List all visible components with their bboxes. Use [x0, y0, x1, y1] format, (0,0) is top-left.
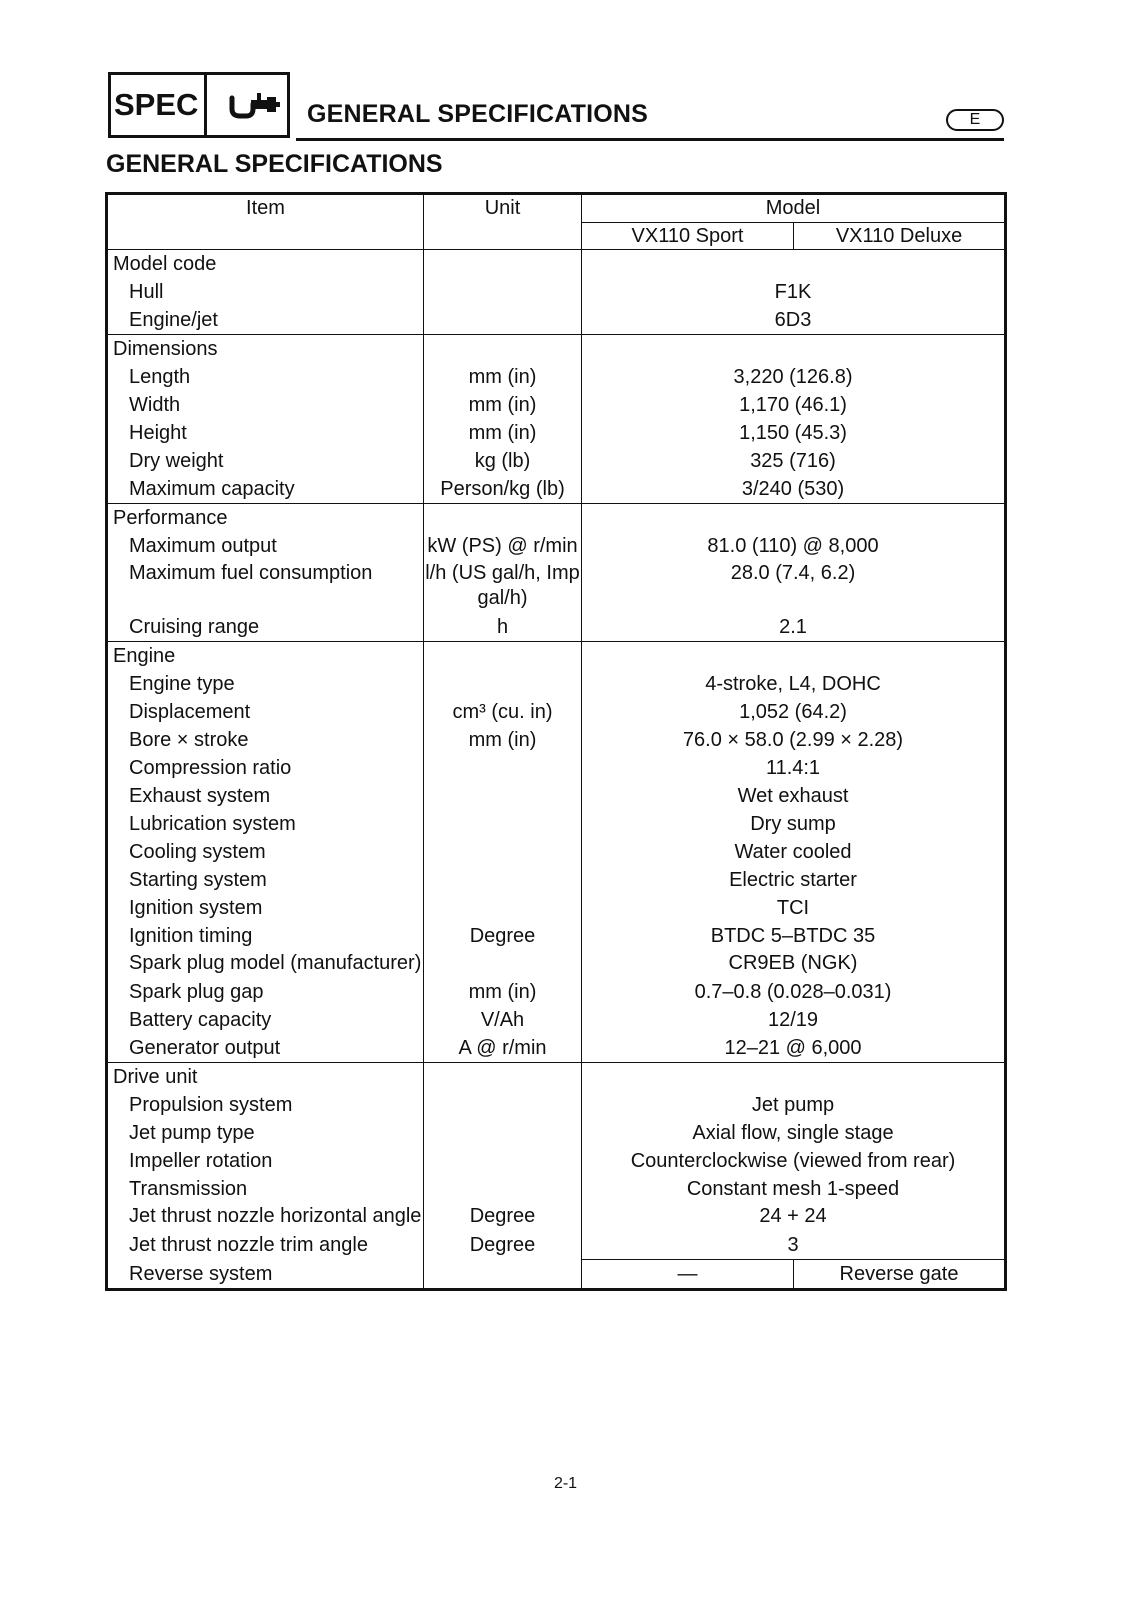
row-value: Constant mesh 1-speed	[686, 1178, 900, 1200]
row-value: 1,150 (45.3)	[739, 422, 847, 444]
row-unit	[424, 866, 582, 894]
row-unit	[424, 782, 582, 810]
row-unit: Person/kg (lb)	[424, 475, 582, 504]
table-row	[107, 532, 1006, 560]
group-unit-cell	[424, 1063, 582, 1092]
group-row	[107, 642, 1006, 671]
header-model-a: VX110 Sport	[582, 222, 794, 250]
row-item: Starting system	[107, 866, 424, 894]
row-value: 81.0 (110) @ 8,000	[707, 535, 879, 557]
group-title: Engine	[107, 642, 424, 671]
table-row	[107, 1203, 1006, 1231]
table-row	[107, 782, 1006, 810]
row-item: Impeller rotation	[107, 1147, 424, 1175]
header-unit: Unit	[424, 194, 582, 250]
table-row	[107, 866, 1006, 894]
row-item: Length	[107, 363, 424, 391]
table-row	[107, 613, 1006, 642]
row-unit	[424, 894, 582, 922]
group-value-cell	[582, 1063, 1006, 1092]
group-value-cell	[582, 250, 1006, 279]
row-unit: l/h (US gal/h, Imp gal/h)	[424, 560, 582, 613]
row-value: 24 + 24	[759, 1205, 827, 1227]
row-value: 12–21 @ 6,000	[724, 1037, 862, 1059]
row-item: Jet thrust nozzle horizontal angle	[107, 1203, 424, 1231]
row-item: Jet thrust nozzle trim angle	[107, 1231, 424, 1260]
row-item: Reverse system	[107, 1260, 424, 1290]
row-item: Battery capacity	[107, 1006, 424, 1034]
group-value-cell	[582, 642, 1006, 671]
table-row	[107, 278, 1006, 306]
table-row	[107, 978, 1006, 1006]
row-item: Hull	[107, 278, 424, 306]
row-unit: A @ r/min	[424, 1034, 582, 1063]
row-item: Dry weight	[107, 447, 424, 475]
table-row	[107, 726, 1006, 754]
row-unit: Degree	[424, 1231, 582, 1260]
row-item: Bore × stroke	[107, 726, 424, 754]
row-value: 11.4:1	[765, 757, 821, 779]
row-item: Ignition system	[107, 894, 424, 922]
row-unit: Degree	[424, 1203, 582, 1231]
row-item: Cruising range	[107, 613, 424, 642]
row-unit: V/Ah	[424, 1006, 582, 1034]
row-value: CR9EB (NGK)	[728, 952, 858, 974]
table-row	[107, 1231, 1006, 1260]
row-unit: mm (in)	[424, 363, 582, 391]
table-row	[107, 810, 1006, 838]
header-title: GENERAL SPECIFICATIONS	[307, 100, 649, 128]
row-item: Engine type	[107, 670, 424, 698]
group-value-cell	[582, 504, 1006, 533]
row-item: Propulsion system	[107, 1091, 424, 1119]
row-value: 4-stroke, L4, DOHC	[705, 673, 881, 695]
row-unit	[424, 670, 582, 698]
row-unit	[424, 1119, 582, 1147]
row-unit	[424, 278, 582, 306]
row-item: Compression ratio	[107, 754, 424, 782]
row-value: TCI	[776, 897, 810, 919]
row-item: Cooling system	[107, 838, 424, 866]
table-row	[107, 1260, 1006, 1290]
row-value: 1,170 (46.1)	[739, 394, 847, 416]
row-value: 76.0 × 58.0 (2.99 × 2.28)	[682, 729, 904, 751]
table-row	[107, 306, 1006, 335]
table-row	[107, 1175, 1006, 1203]
row-unit	[424, 838, 582, 866]
row-unit: kg (lb)	[424, 447, 582, 475]
row-item: Spark plug gap	[107, 978, 424, 1006]
spec-label: SPEC	[111, 75, 207, 135]
table-row	[107, 560, 1006, 613]
table-row	[107, 1091, 1006, 1119]
row-unit: h	[424, 613, 582, 642]
table-row	[107, 894, 1006, 922]
row-value: 1,052 (64.2)	[739, 701, 847, 723]
group-title: Model code	[107, 250, 424, 279]
row-item: Jet pump type	[107, 1119, 424, 1147]
row-unit	[424, 1175, 582, 1203]
header-model: Model	[582, 194, 1006, 223]
row-value: Jet pump	[751, 1094, 835, 1116]
row-value: 6D3	[774, 309, 812, 331]
row-value: 28.0 (7.4, 6.2)	[730, 562, 856, 584]
row-unit: cm³ (cu. in)	[424, 698, 582, 726]
row-unit: mm (in)	[424, 419, 582, 447]
row-item: Exhaust system	[107, 782, 424, 810]
row-unit	[424, 754, 582, 782]
group-row	[107, 1063, 1006, 1092]
table-row	[107, 363, 1006, 391]
row-item: Maximum fuel consumption	[107, 560, 424, 613]
row-item: Maximum capacity	[107, 475, 424, 504]
header-model-b: VX110 Deluxe	[794, 222, 1006, 250]
row-item: Width	[107, 391, 424, 419]
table-row	[107, 447, 1006, 475]
row-item: Height	[107, 419, 424, 447]
row-value: Water cooled	[734, 841, 852, 863]
row-unit	[424, 950, 582, 978]
row-value: 325 (716)	[750, 450, 836, 472]
table-row	[107, 1147, 1006, 1175]
row-value: Axial flow, single stage	[692, 1122, 894, 1144]
group-unit-cell	[424, 335, 582, 364]
group-row	[107, 504, 1006, 533]
row-unit	[424, 810, 582, 838]
group-unit-cell	[424, 504, 582, 533]
table-row	[107, 391, 1006, 419]
table-row	[107, 475, 1006, 504]
row-item: Generator output	[107, 1034, 424, 1063]
row-value: BTDC 5–BTDC 35	[710, 925, 876, 947]
group-title: Dimensions	[107, 335, 424, 364]
row-value: F1K	[774, 281, 812, 303]
row-unit: Degree	[424, 922, 582, 950]
table-row	[107, 950, 1006, 978]
row-item: Spark plug model (manufacturer)	[107, 950, 424, 978]
group-row	[107, 250, 1006, 279]
table-row	[107, 838, 1006, 866]
table-row	[107, 1119, 1006, 1147]
language-badge: E	[946, 109, 1004, 131]
group-unit-cell	[424, 250, 582, 279]
row-unit: mm (in)	[424, 726, 582, 754]
table-row	[107, 754, 1006, 782]
row-item: Lubrication system	[107, 810, 424, 838]
row-value: 12/19	[767, 1009, 819, 1031]
row-value: 3/240 (530)	[741, 478, 845, 500]
row-value: Wet exhaust	[737, 785, 849, 807]
table-row	[107, 922, 1006, 950]
table-row	[107, 1006, 1006, 1034]
row-value: 3	[787, 1234, 799, 1256]
row-unit: mm (in)	[424, 978, 582, 1006]
header-rule	[296, 138, 1004, 141]
section-title: GENERAL SPECIFICATIONS	[106, 150, 443, 178]
page-number: 2-1	[553, 1475, 578, 1492]
group-unit-cell	[424, 642, 582, 671]
row-item: Ignition timing	[107, 922, 424, 950]
row-value: Electric starter	[729, 869, 857, 891]
row-value-model-b: Reverse gate	[794, 1260, 1006, 1290]
row-unit: kW (PS) @ r/min	[424, 532, 582, 560]
row-item: Engine/jet	[107, 306, 424, 335]
specifications-table	[105, 192, 1007, 1291]
row-unit: mm (in)	[424, 391, 582, 419]
row-value: Counterclockwise (viewed from rear)	[630, 1150, 956, 1172]
row-value: Dry sump	[750, 813, 836, 835]
table-row	[107, 1034, 1006, 1063]
row-value-model-a: —	[582, 1260, 794, 1290]
wrench-tool-icon	[229, 89, 281, 119]
spec-header-box	[108, 72, 290, 138]
row-item: Transmission	[107, 1175, 424, 1203]
row-unit	[424, 306, 582, 335]
header-item: Item	[107, 194, 424, 250]
row-value: 3,220 (126.8)	[733, 366, 853, 388]
group-title: Drive unit	[107, 1063, 424, 1092]
table-row	[107, 419, 1006, 447]
row-item: Maximum output	[107, 532, 424, 560]
table-row	[107, 670, 1006, 698]
row-unit	[424, 1147, 582, 1175]
row-value: 0.7–0.8 (0.028–0.031)	[694, 981, 892, 1003]
table-row	[107, 698, 1006, 726]
row-unit	[424, 1091, 582, 1119]
group-row	[107, 335, 1006, 364]
group-value-cell	[582, 335, 1006, 364]
row-item: Displacement	[107, 698, 424, 726]
row-unit	[424, 1260, 582, 1290]
group-title: Performance	[107, 504, 424, 533]
row-value: 2.1	[779, 616, 807, 638]
table-header-row	[107, 194, 1006, 223]
